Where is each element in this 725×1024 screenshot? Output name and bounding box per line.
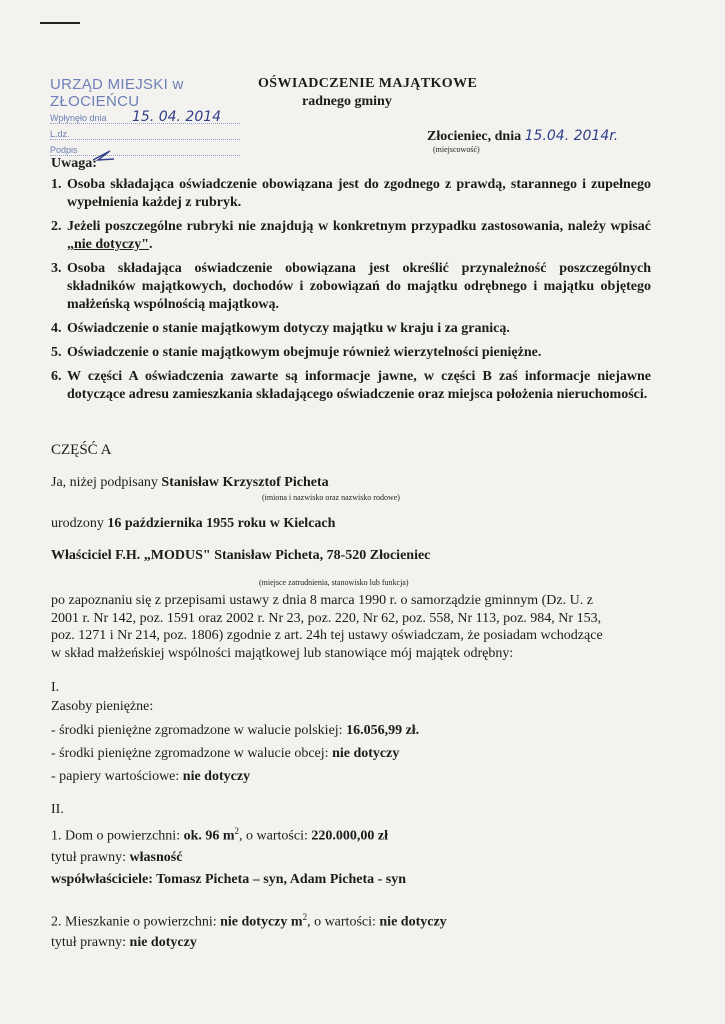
section-1-roman: I. <box>51 680 60 695</box>
house-coowners-line: współwłaściciele: Tomasz Picheta – syn, Adam Picheta - syn <box>51 872 407 887</box>
house-line: 1. Dom o powierzchni: ok. 96 $m^2$, o wartości: 220.000,00 zł <box>51 826 388 844</box>
stamp-signature-label: Podpis <box>50 145 78 155</box>
place-label: Złocieniec, dnia <box>427 129 522 144</box>
securities-line: - papiery wartościowe: nie dotyczy <box>51 769 251 784</box>
employer-caption: (miejsce zatrudnienia, stanowisko lub funkcja) <box>259 578 409 587</box>
stamp-ldz-row <box>50 129 250 142</box>
note-item: 3. Osoba składająca oświadczenie obowiązana jest określić przynależność poszczególnych składników majątkowych, dochodów i zobowiązań do majątku odrębnego i majątku objętego małżeńską wspólnością majątkową. <box>51 261 651 312</box>
top-rule <box>40 22 80 24</box>
notes-list <box>51 176 651 410</box>
stamp-received-row <box>50 109 250 126</box>
house-title-line: tytuł prawny: własność <box>51 850 183 865</box>
note-item: 1. Osoba składająca oświadczenie obowiązana jest do zgodnego z prawdą, starannego i zupełnego wypełnienia każdej z rubryk. <box>51 177 651 210</box>
flat-title-line: tytuł prawny: nie dotyczy <box>51 935 197 950</box>
place-date <box>427 128 618 145</box>
declaration-text: po zapoznaniu się z przepisami ustawy z dnia 8 marca 1990 r. o samorządzie gminnym (Dz. U. z 2001 r. Nr 142, poz. 1591 oraz 2002 r. Nr 23, poz. 220, Nr 62, poz. 558, Nr 113, poz. 984, Nr 153, poz. 1271 i Nr 214, poz. 1806) zgodnie z art. 24h tej ustawy oświadczam, że posiadam wchodzące w skład małżeńskiej wspólności majątkowej lub stanowiące mój majątek odrębny: <box>51 593 603 661</box>
stamp-office: URZĄD MIEJSKI w ZŁOCIEŃCU <box>50 76 184 110</box>
birth-line: urodzony 16 października 1955 roku w Kielcach <box>51 516 336 531</box>
note-item: 4. Oświadczenie o stanie majątkowym dotyczy majątku w kraju i za granicą. <box>51 321 510 336</box>
birth-details: 16 października 1955 roku w Kielcach <box>107 516 336 531</box>
place-caption: (miejscowość) <box>433 145 480 154</box>
name-caption: (imiona i nazwisko oraz nazwisko rodowe) <box>262 493 400 502</box>
note-item: 5. Oświadczenie o stanie majątkowym obejmuje również wierzytelności pieniężne. <box>51 345 542 360</box>
flat-line: 2. Mieszkanie o powierzchni: nie dotyczy $m^2$, o wartości: nie dotyczy <box>51 912 447 930</box>
section-1-heading: Zasoby pieniężne: <box>51 699 154 714</box>
declarant-line: Ja, niżej podpisany Stanisław Krzysztof Picheta <box>51 475 329 490</box>
section-2-roman: II. <box>51 802 64 817</box>
stamp-ldz-label: L.dz. <box>50 129 70 139</box>
document-subtitle: radnego gminy <box>302 94 392 109</box>
employer-line: Właściciel F.H. „MODUS" Stanisław Picheta, 78-520 Złocieniec <box>51 548 431 563</box>
registry-stamp <box>50 76 250 158</box>
notes-heading: Uwaga: <box>51 156 97 171</box>
note-item: 6. W części A oświadczenia zawarte są informacje jawne, w części B zaś informacje niejawne dotyczące adresu zamieszkania składającego oświadczenie oraz miejsca położenia nieruchomości. <box>51 369 651 402</box>
stamp-received-date: 15. 04. 2014 <box>132 109 222 125</box>
part-a-title: CZĘŚĆ A <box>51 442 112 458</box>
document-title: OŚWIADCZENIE MAJĄTKOWE <box>258 76 478 91</box>
stamp-received-label: Wpłynęło dnia <box>50 113 107 123</box>
cash-foreign-line: - środki pieniężne zgromadzone w walucie obcej: nie dotyczy <box>51 746 400 761</box>
handwritten-date: 15.04. 2014r. <box>524 128 619 144</box>
cash-pln-line: - środki pieniężne zgromadzone w walucie polskiej: 16.056,99 zł. <box>51 723 420 738</box>
declarant-name: Stanisław Krzysztof Picheta <box>161 475 329 490</box>
note-item: 2. Jeżeli poszczególne rubryki nie znajdują w konkretnym przypadku zastosowania, należy wpisać „nie dotyczy". <box>51 219 651 252</box>
